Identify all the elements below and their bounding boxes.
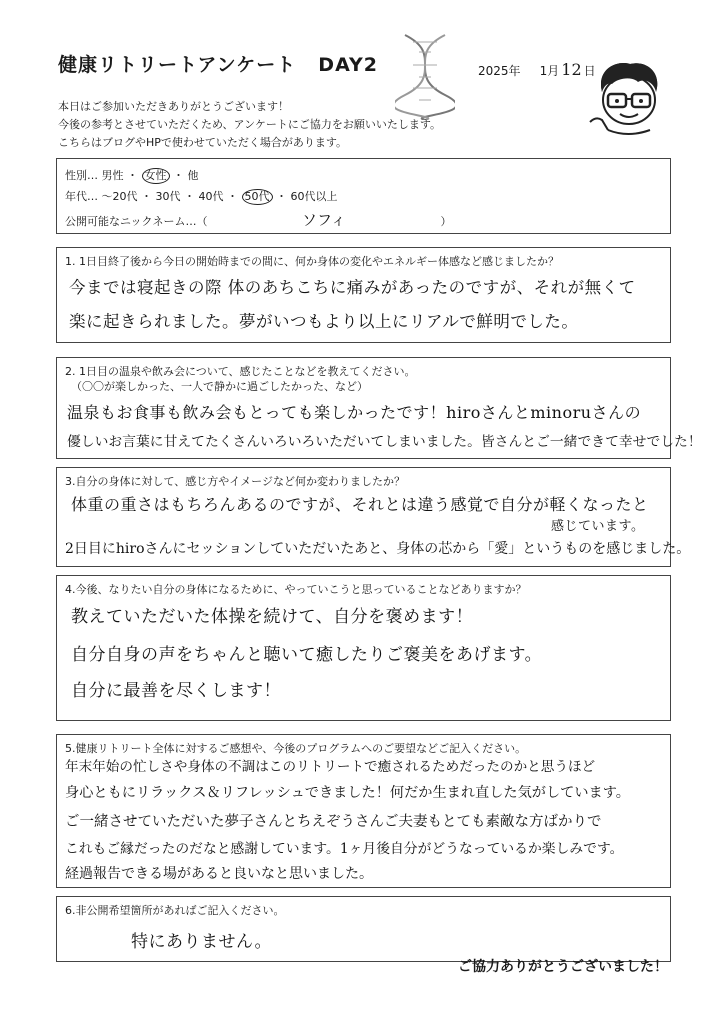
nickname-row [65, 209, 451, 230]
question-4-prompt: 4.今後、なりたい自分の身体になるために、やっていこうと思っていることなどありますか？ [65, 583, 527, 596]
question-5-prompt: 5.健康リトリート全体に対するご感想や、今後のプログラムへのご要望などご記入ください。 [65, 742, 527, 755]
intro-line: 本日はご参加いただきありがとうございます！ [58, 100, 289, 113]
answer-1-line-2: 楽に起きられました。夢がいつもより以上にリアルで鮮明でした。 [69, 312, 579, 331]
question-6-prompt: 6.非公開希望箇所があればご記入ください。 [65, 904, 285, 917]
question-1-prompt: 1. 1日目終了後から今日の開始時までの間に、何か身体の変化やエネルギー体感など感じましたか？ [65, 255, 559, 268]
intro-text [58, 98, 441, 152]
date-year: 2025年 [478, 64, 521, 78]
age-row: 年代… ～20代 ・ 30代 ・ 40代 ・ 50代 ・ 60代以上 [65, 190, 338, 203]
age-option: 60代以上 [290, 190, 338, 203]
question-1-box [56, 247, 671, 343]
date-day-handwritten: 12 [561, 60, 582, 79]
gender-label: 性別… [65, 169, 98, 182]
gender-option-female-circled: 女性 [142, 168, 170, 184]
answer-2-line-1: 温泉もお食事も飲み会もとっても楽しかったです！hiroさんとminoruさんの [67, 403, 642, 422]
question-4-box [56, 575, 671, 721]
question-6-box [56, 896, 671, 962]
answer-4-line-3: 自分に最善を尽くします！ [71, 681, 281, 701]
answer-2-line-2: 優しいお言葉に甘えてたくさんいろいろいただいてしまいました。皆さんとご一緒できて幸せでした！ [67, 434, 702, 450]
nickname-value: ソフィ [302, 211, 346, 229]
question-3-prompt: 3.自分の身体に対して、感じ方やイメージなど何か変わりましたか？ [65, 475, 405, 488]
answer-3-line-1: 体重の重さはもちろんあるのですが、それとは違う感覚で自分が軽くなったと [71, 495, 649, 514]
answer-5-line-1: 年末年始の忙しさや身体の不調はこのリトリートで癒されるためだったのかと思うほど [65, 759, 596, 775]
answer-5-line-5: 経過報告できる場があると良いなと思いました。 [65, 866, 373, 882]
answer-4-line-2: 自分自身の声をちゃんと聴いて癒したりご褒美をあげます。 [71, 645, 543, 665]
answer-3-line-2: 感じています。 [551, 519, 645, 534]
question-2-box [56, 357, 702, 459]
answer-5-line-3: ご一緒させていただいた夢子さんとちえぞうさんご夫妻もとても素敵な方ばかりで [65, 814, 602, 830]
mascot-avatar-icon [588, 58, 668, 140]
question-2-prompt: 2. 1日目の温泉や飲み会について、感じたことなどを教えてください。 [65, 365, 416, 378]
gender-option-other: 他 [187, 169, 199, 182]
intro-line: 今後の参考とさせていただくため、アンケートにご協力をお願いいたします。 [58, 118, 442, 131]
age-option: ～20代 [101, 190, 138, 203]
date-day-suffix: 日 [583, 64, 596, 78]
age-option: 30代 [155, 190, 181, 203]
answer-5-line-2: 身心ともにリラックス＆リフレッシュできました！何だか生まれ直した気がしています。 [65, 785, 630, 801]
age-option-circled: 50代 [242, 189, 273, 205]
answer-5-line-4: これもご縁だったのだなと感謝しています。1ヶ月後自分がどうなっているか楽しみです。 [65, 841, 624, 857]
answer-1-line-1: 今までは寝起きの際 体のあちこちに痛みがあったのですが、それが無くて [69, 278, 636, 297]
nickname-label: 公開可能なニックネーム…（ [65, 215, 208, 228]
question-3-box [56, 467, 691, 567]
intro-line: こちらはブログやHPで使わせていただく場合があります。 [58, 136, 348, 149]
day-label: DAY2 [318, 54, 378, 76]
answer-4-line-1: 教えていただいた体操を続けて、自分を褒めます！ [71, 607, 474, 627]
gender-option-male: 男性 [101, 169, 124, 182]
answer-3-line-3: 2日目にhiroさんにセッションしていただいたあと、身体の芯から「愛」というものを感じました。 [65, 541, 691, 557]
date-month: 1月 [539, 64, 560, 78]
answer-6-line-1: 特にありません。 [131, 932, 273, 952]
question-2-prompt-sub: （〇〇が楽しかった、一人で静かに過ごしたかった、など） [71, 380, 368, 393]
thank-you-message: ご協力ありがとうございました！ [458, 959, 668, 975]
gender-row: 性別… 男性 ・ 女性 ・ 他 [65, 169, 199, 182]
question-5-box [56, 734, 671, 888]
age-option: 40代 [198, 190, 224, 203]
age-label: 年代… [65, 190, 98, 203]
nickname-close: ） [440, 215, 452, 228]
survey-title [58, 50, 378, 77]
title-text: 健康リトリートアンケート [58, 54, 297, 76]
date-field [478, 60, 596, 79]
profile-box [56, 158, 671, 234]
